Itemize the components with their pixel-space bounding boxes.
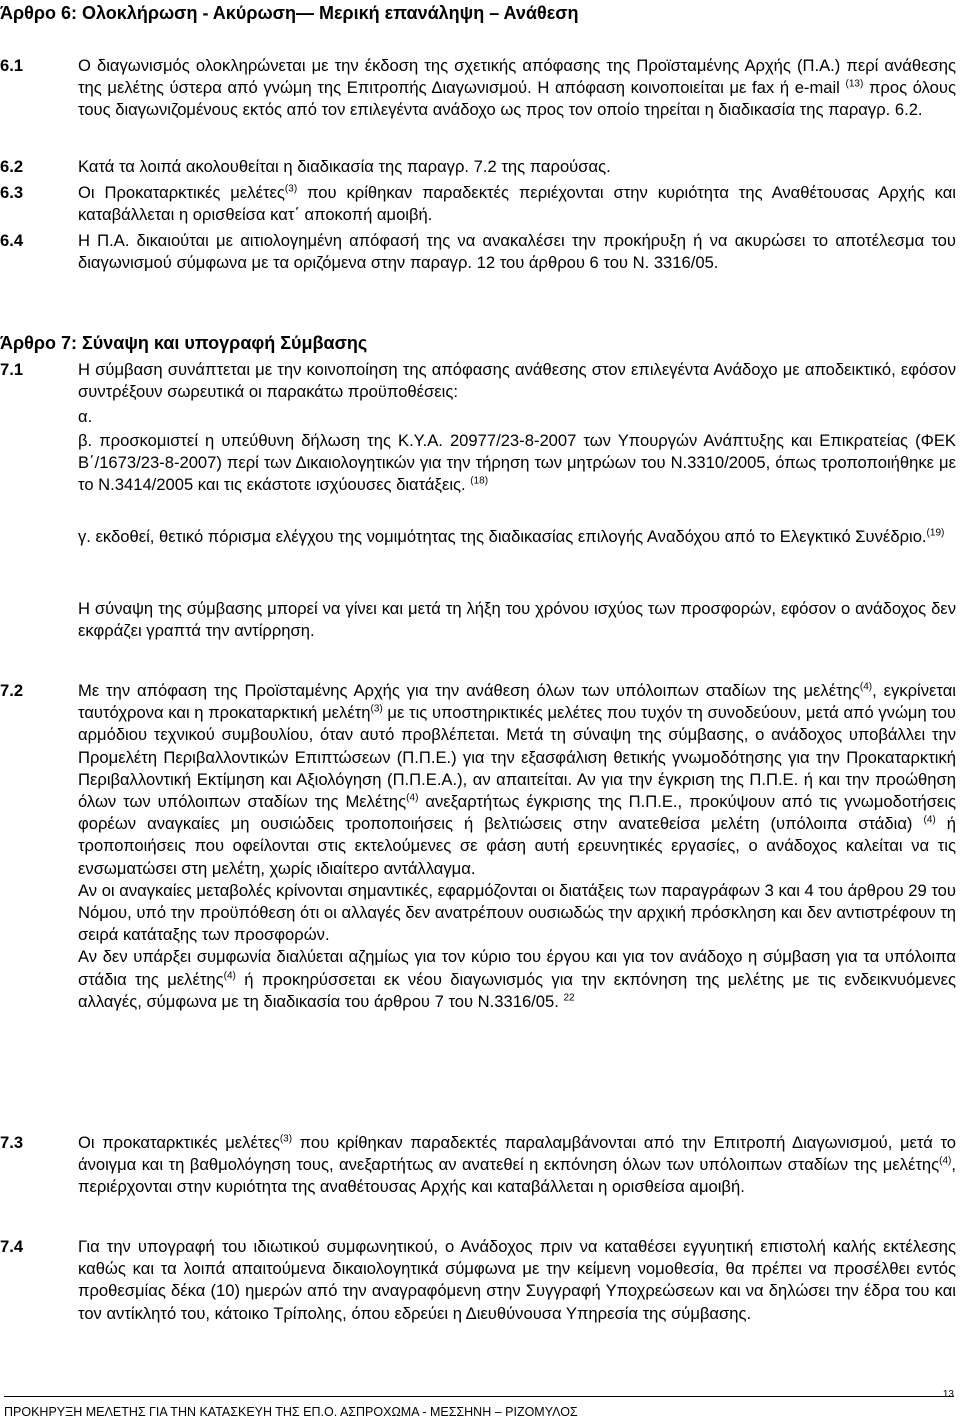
footnote-ref: 22 [563, 992, 575, 1004]
paragraph-number: 7.4 [0, 1237, 24, 1256]
footnote-ref: (4) [223, 970, 236, 982]
page-number: 13 [942, 1389, 954, 1400]
paragraph-7-1-closing: Η σύναψη της σύμβασης μπορεί να γίνει και μετά τη λήξη του χρόνου ισχύος των προσφορών, εφόσον ο ανάδοχος δεν εκφράζει γραπτά την αντίρρηση. [78, 599, 956, 641]
article-7-heading: Άρθρο 7: Σύναψη και υπογραφή Σύμβασης [0, 333, 368, 353]
footnote-ref: (19) [926, 527, 945, 539]
item-c: γ. εκδοθεί, θετικό πόρισμα ελέγχου της νομιμότητας της διαδικασίας επιλογής Αναδόχου από το Ελεγκτικό Συνέδριο.$^{(19)}$ [78, 527, 945, 546]
paragraph-number: 7.2 [0, 681, 24, 700]
footnote-ref: (18) [470, 475, 489, 487]
paragraph-intro: Η σύμβαση συνάπτεται με την κοινοποίηση της απόφασης ανάθεσης στον επιλεγέντα Ανάδοχο με αποδεικτικό, εφόσον συντρέξουν σωρευτικά οι παρακάτω προϋποθέσεις: [78, 360, 956, 402]
footnote-ref: (4) [859, 681, 873, 693]
footnote-ref: (4) [939, 1155, 952, 1167]
paragraph-6-4 [0, 230, 956, 274]
paragraph-text: Ο διαγωνισμός ολοκληρώνεται με την έκδοση της σχετικής απόφασης της Προϊσταμένης Αρχής (Π.Α.) περί ανάθεσης της μελέτης ύστερα από γνώμη της Επιτροπής Διαγωνισμού. Η απόφαση κοινοποιείται με fax ή e-mail $^{(13)}$ προς όλους τους διαγωνιζομένους εκτός από τον επιλεγέντα ανάδοχο ως προς τον οποίο τηρείται η διαδικασία της παραγρ. 6.2. [78, 56, 956, 120]
paragraph-number: 6.4 [0, 231, 24, 250]
footer-title: ΠΡΟΚΗΡΥΞΗ ΜΕΛΕΤΗΣ ΓΙΑ ΤΗΝ ΚΑΤΑΣΚΕΥΗ ΤΗΣ ΕΠ.Ο. ΑΣΠΡΟΧΩΜΑ - ΜΕΣΣΗΝΗ – ΡΙΖΟΜΥΛΟΣ [4, 1405, 578, 1419]
paragraph-7-4 [0, 1236, 956, 1325]
paragraph-text: Οι Προκαταρκτικές μελέτες$^{(3)}$ που κρίθηκαν παραδεκτές περιέχονται στην κυριότητα της Αναθέτουσας Αρχής και καταβάλλεται η ορισθείσα κατ΄ αποκοπή αμοιβή. [78, 183, 956, 225]
paragraph-6-1 [0, 55, 956, 122]
paragraph-7-2-continuation: Αν οι αναγκαίες μεταβολές κρίνονται σημαντικές, εφαρμόζονται οι διατάξεις των παραγράφων 3 και 4 του άρθρου 29 του Νόμου, υπό την προϋπόθεση ότι οι αλλαγές δεν ανατρέπουν ουσιωδώς την αρχική πρόσκληση και δεν αντιστρέφουν τη σειρά κατάταξης των προσφορών. [78, 880, 956, 945]
paragraph-7-2-final: Αν δεν υπάρξει συμφωνία διαλύεται αζημίως για τον κύριο του έργου και για τον ανάδοχο η σύμβαση για τα υπόλοιπα στάδια της μελέτης$^{(4)}$ ή προκηρύσσεται εκ νέου διαγωνισμός για την εκπόνηση της μελέτης με τις ενδεικνυόμενες αλλαγές, σύμφωνα με τη διαδικασία του άρθρου 7 του Ν.3316/05. $^{22}$ [78, 947, 956, 1011]
footnote-ref: (4) [923, 814, 936, 826]
paragraph-text: Κατά τα λοιπά ακολουθείται η διαδικασία της παραγρ. 7.2 της παρούσας. [78, 157, 611, 176]
paragraph-number: 7.1 [0, 360, 24, 379]
paragraph-6-3 [0, 182, 956, 226]
paragraph-7-2 [0, 680, 956, 1013]
paragraph-text: Με την απόφαση της Προϊσταμένης Αρχής για την ανάθεση όλων των υπόλοιπων σταδίων της μελέτης$^{(4)}$, εγκρίνεται ταυτόχρονα και η προκαταρκτική μελέτη$^{(3)}$ με τις υποστηρικτικές μελέτες που τυχόν τη συνοδεύουν, μετά από γνώμη του αρμόδιου τεχνικού συμβουλίου, όταν αυτό προβλέπεται. Μετά τη σύναψη της σύμβασης, ο ανάδοχος υποβάλλει την Προμελέτη Περιβαλλοντικών Επιπτώσεων (Π.Π.Ε.) για την εξασφάλιση θετικής γνωμοδότησης για την Προκαταρκτική Περιβαλλοντική Εκτίμηση και Αξιολόγηση (Π.Π.Ε.Α.), αν απαιτείται. Αν για την έγκριση της Π.Π.Ε. ή και την προώθηση όλων των υπόλοιπων σταδίων της Μελέτης$^{(4)}$ ανεξαρτήτως έγκρισης της Π.Π.Ε., προκύψουν από τις γνωμοδοτήσεις φορέων αναγκαίες μη ουσιώδεις τροποποιήσεις ή βελτιώσεις στην ανατεθείσα μελέτη (υπόλοιπα στάδια) $^{(4)}$ ή τροποποιήσεις που οφείλονται στις εκτελούμενες σε φάση αυτή ερευνητικές εργασίες, ο ανάδοχος καλείται να τις ενσωματώσει στη μελέτη, χωρίς ιδιαίτερο αντάλλαγμα. Αν οι αναγκαίες μεταβολές κρίνονται σημαντικές, εφαρμόζονται οι διατάξεις των παραγράφων 3 και 4 του άρθρου 29 του Νόμου, υπό την προϋπόθεση ότι οι αλλαγές δεν ανατρέπουν ουσιωδώς την αρχική πρόσκληση και δεν αντιστρέφουν τη σειρά κατάταξης των προσφορών. Αν δεν υπάρξει συμφωνία διαλύεται αζημίως για τον κύριο του έργου και για τον ανάδοχο η σύμβαση για τα υπόλοιπα στάδια της μελέτης$^{(4)}$ ή προκηρύσσεται εκ νέου διαγωνισμός για την εκπόνηση της μελέτης με τις ενδεικνυόμενες αλλαγές, σύμφωνα με τη διαδικασία του άρθρου 7 του Ν.3316/05. $^{22}$ [78, 680, 956, 1013]
footnote-ref: (3) [279, 1133, 293, 1145]
footnote-ref: (3) [370, 703, 383, 715]
item-a: α. [78, 407, 93, 426]
paragraph-6-2 [0, 156, 956, 178]
footnote-ref: (13) [845, 78, 864, 90]
article-6-heading: Άρθρο 6: Ολοκλήρωση - Ακύρωση— Μερική επανάληψη – Ανάθεση [0, 3, 579, 23]
paragraph-7-3 [0, 1132, 956, 1199]
paragraph-number: 6.1 [0, 56, 24, 75]
paragraph-text: Η Π.Α. δικαιούται με αιτιολογημένη απόφασή της να ανακαλέσει την προκήρυξη ή να ακυρώσει το αποτέλεσμα του διαγωνισμού σύμφωνα με τα οριζόμενα στην παραγρ. 12 του άρθρου 6 του Ν. 3316/05. [78, 231, 956, 273]
paragraph-number: 7.3 [0, 1133, 24, 1152]
paragraph-7-1 [0, 359, 956, 403]
footnote-ref: (3) [284, 183, 298, 195]
item-b: β. προσκομιστεί η υπεύθυνη δήλωση της Κ.Υ.Α. 20977/23-8-2007 των Υπουργών Ανάπτυξης και Επικρατείας (ΦΕΚ Β΄/1673/23-8-2007) περί των Δικαιολογητικών για την τήρηση των μητρώων του Ν.3310/2005, όπως τροποποιήθηκε με το Ν.3414/2005 και τις εκάστοτε ισχύουσες διατάξεις. $^{(18)}$ [78, 431, 956, 495]
paragraph-text: Για την υπογραφή του ιδιωτικού συμφωνητικού, ο Ανάδοχος πριν να καταθέσει εγγυητική επιστολή καλής εκτέλεσης καθώς και τα λοιπά απαιτούμενα δικαιολογητικά σύμφωνα με την κείμενη νομοθεσία, θα πρέπει να προσέλθει εντός προθεσμίας δέκα (10) ημερών από την αναγραφόμενη στην Συγγραφή Υποχρεώσεων και να δηλώσει την έδρα του και τον αντίκλητό του, κάτοικο Τρίπολης, όπου εδρεύει η Διευθύνουσα Υπηρεσία της σύμβασης. [78, 1237, 956, 1323]
footer-divider [4, 1396, 954, 1397]
footnote-ref: (4) [406, 792, 419, 804]
paragraph-number: 6.3 [0, 183, 24, 202]
paragraph-number: 6.2 [0, 157, 24, 176]
paragraph-text: Οι προκαταρκτικές μελέτες$^{(3)}$ που κρίθηκαν παραδεκτές παραλαμβάνονται από την Επιτροπή Διαγωνισμού, μετά το άνοιγμα και τη βαθμολόγηση τους, ανεξαρτήτως αν ανατεθεί η εκπόνηση όλων των υπόλοιπων σταδίων της μελέτης$^{(4)}$, περιέρχονται στην κυριότητα της αναθέτουσας Αρχής και καταβάλλεται η ορισθείσα αμοιβή. [78, 1133, 956, 1197]
